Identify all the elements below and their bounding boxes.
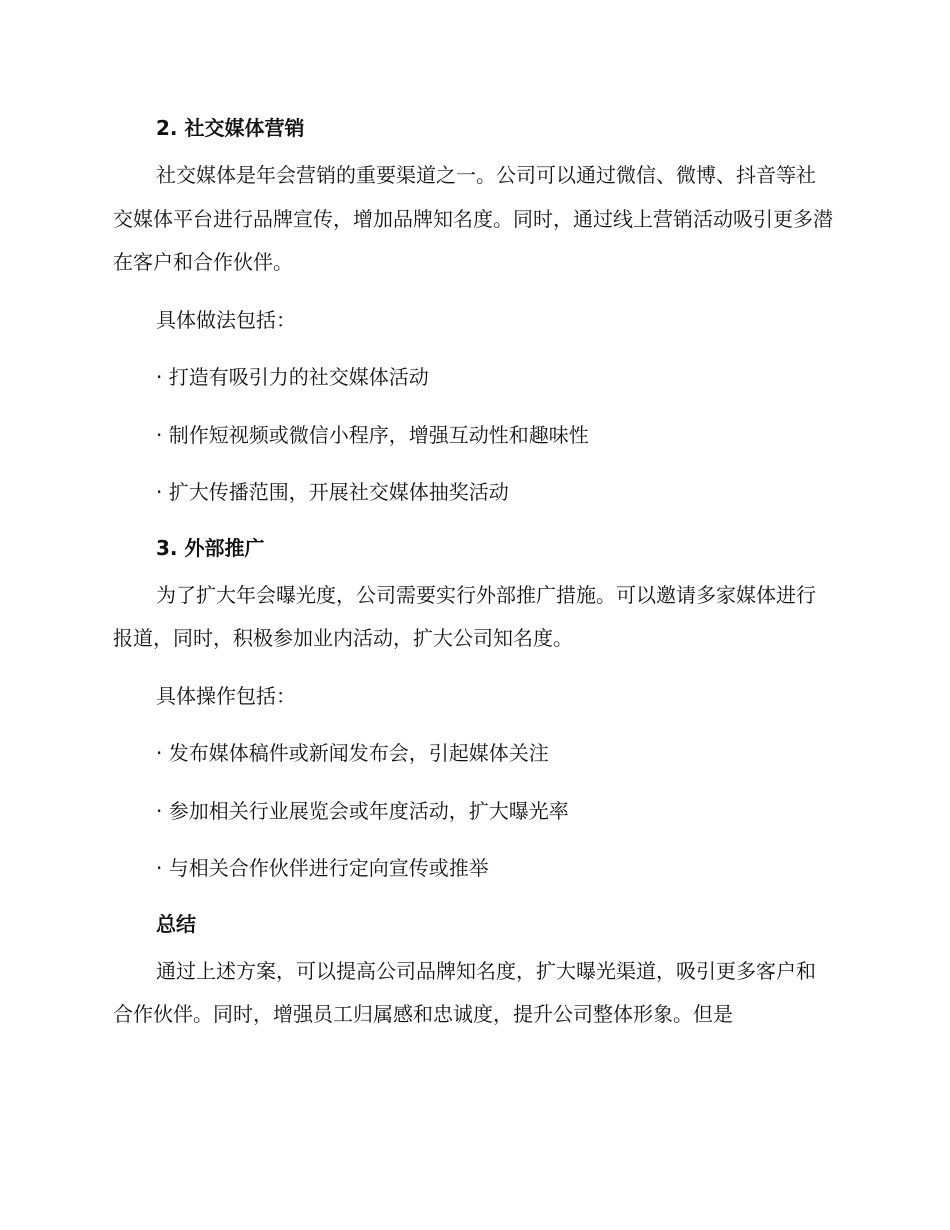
section-2-subheading: 具体做法包括： xyxy=(156,307,296,332)
section-2-heading: 2. 社交媒体营销 xyxy=(156,116,305,140)
section-3-paragraph: 为了扩大年会曝光度，公司需要实行外部推广措施。可以邀请多家媒体进行报道，同时，积极参加业内活动，扩大公司知名度。 xyxy=(113,582,816,650)
section-3-bullet-3: · 与相关合作伙伴进行定向宣传或推举 xyxy=(156,856,489,880)
section-3-bullet-2: · 参加相关行业展览会或年度活动，扩大曝光率 xyxy=(156,798,569,823)
section-3-heading: 3. 外部推广 xyxy=(156,535,265,560)
section-2-bullet-3: · 扩大传播范围，开展社交媒体抽奖活动 xyxy=(156,480,509,504)
section-3-bullet-1: · 发布媒体稿件或新闻发布会，引起媒体关注 xyxy=(156,741,549,765)
section-3-subheading: 具体操作包括： xyxy=(156,683,296,708)
section-2-bullet-1: · 打造有吸引力的社交媒体活动 xyxy=(156,365,429,389)
summary-paragraph: 通过上述方案，可以提高公司品牌知名度，扩大曝光渠道，吸引更多客户和合作伙伴。同时，增强员工归属感和忠诚度，提升公司整体形象。但是 xyxy=(113,958,816,1026)
summary-heading: 总结 xyxy=(156,911,196,936)
document-body xyxy=(113,104,833,1037)
section-2-bullet-2: · 制作短视频或微信小程序，增强互动性和趣味性 xyxy=(156,422,589,447)
section-2-paragraph: 社交媒体是年会营销的重要渠道之一。公司可以通过微信、微博、抖音等社交媒体平台进行品牌宣传，增加品牌知名度。同时，通过线上营销活动吸引更多潜在客户和合作伙伴。 xyxy=(113,163,833,274)
